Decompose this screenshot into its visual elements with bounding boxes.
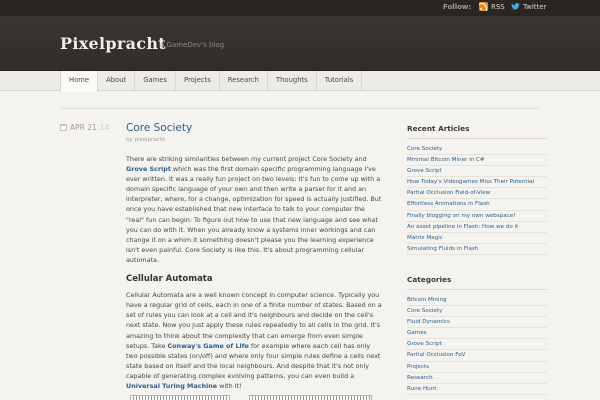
- twitter-link[interactable]: [511, 2, 546, 11]
- site-header: [0, 16, 600, 71]
- rss-label: RSS: [491, 2, 505, 11]
- top-bar: [0, 0, 600, 16]
- category-link[interactable]: Games: [407, 328, 547, 339]
- nav-item-research[interactable]: Research: [220, 71, 268, 91]
- post-date: [60, 123, 109, 132]
- post-paragraph: There are striking similarities between my current project Core Society and Grove Script which was the first domain specific programming language I've ever written. It was a really fun project on two levels: It's fun to come up with a domain specific language of your own and then write a parser for it and an interpreter, where, for a change, optimization for speed is actually justified. But once you have established that new interface to talk to your computer the "real" fun can begin: To figure out how to use that new language and see what you can do with it. When you already know a systems inner workings and can change it on a whim it something doesn't please you the learning experience isn't even painful. Core Society is like this. It's about programming cellular automata.: [126, 155, 382, 264]
- nav-item-games[interactable]: Games: [135, 71, 176, 91]
- category-link[interactable]: Rune Hunt: [407, 384, 547, 395]
- post-body: [126, 154, 382, 391]
- categories-heading: Categories: [407, 275, 547, 290]
- post-paragraph: Cellular Automata are a well known concept in computer science. Typically you have a regular grid of cells, each in one of a finite number of states. Based on a set of rules you can look at a cell and it's neighbours and decide on the cell's next state. Now you just apply these rules repeatedly to all cells in the grid. It's amazing to think about the complexity that can emerge from even simple setups. Take Conway's Game of Life for example where each cell has only two possible states (on/off) and where only four simple rules define a cells next state based on itself and the local neighbours. And despite that it's not only capable of generating complex evolving patterns, you can even build a Universal Turing Machine with it!: [126, 291, 382, 390]
- recent-article-link[interactable]: Partial Occlusion Field-of-View: [407, 188, 547, 199]
- content-divider: [60, 108, 540, 109]
- category-link[interactable]: Projects: [407, 362, 547, 373]
- recent-articles-widget: [407, 124, 547, 255]
- site-title[interactable]: Pixelpracht: [60, 34, 166, 53]
- recent-article-link[interactable]: Matrix Magic: [407, 233, 547, 244]
- post-date-year: 14: [99, 123, 110, 132]
- nav-item-about[interactable]: About: [98, 71, 135, 91]
- category-link[interactable]: Partial Occlusion FoV: [407, 350, 547, 361]
- universal-turing-machine-link[interactable]: Universal Turing Machine: [126, 381, 218, 390]
- twitter-label: Twitter: [523, 2, 547, 11]
- main-nav: [0, 71, 600, 91]
- nav-item-projects[interactable]: Projects: [176, 71, 220, 91]
- grove-script-link[interactable]: Grove Script: [126, 165, 171, 174]
- categories-widget: [407, 275, 547, 395]
- nav-item-thoughts[interactable]: Thoughts: [268, 71, 317, 91]
- recent-article-link[interactable]: Minimal Bitcoin Miner in C#: [407, 155, 547, 166]
- recent-article-link[interactable]: Finally blogging on my own webspace!: [407, 211, 547, 222]
- recent-article-link[interactable]: An asset pipeline in Flash: How we do it: [407, 222, 547, 233]
- nav-item-home[interactable]: Home: [60, 71, 98, 92]
- rss-link[interactable]: [479, 2, 505, 11]
- nav-item-tutorials[interactable]: Tutorials: [317, 71, 363, 91]
- recent-article-link[interactable]: Grove Script: [407, 166, 547, 177]
- figure-image: [249, 395, 372, 400]
- category-link[interactable]: Grove Script: [407, 339, 547, 350]
- category-link[interactable]: Core Society: [407, 306, 547, 317]
- rss-icon: [479, 2, 488, 11]
- follow-label: Follow:: [443, 3, 472, 11]
- section-heading-cellular-automata: Cellular Automata: [126, 274, 213, 285]
- figure-image: [130, 395, 230, 400]
- twitter-bird-icon: [511, 2, 520, 11]
- category-link[interactable]: Fluid Dynamics: [407, 317, 547, 328]
- post-byline: by pixelpracht: [126, 137, 166, 143]
- category-link[interactable]: Research: [407, 373, 547, 384]
- game-of-life-link[interactable]: Conway's Game of Life: [167, 341, 249, 350]
- site-tagline: a GameDev's blog: [160, 41, 225, 49]
- calendar-icon: [60, 124, 67, 131]
- recent-articles-heading: Recent Articles: [407, 124, 547, 139]
- recent-article-link[interactable]: Effortless Animations in Flash: [407, 199, 547, 210]
- recent-article-link[interactable]: How Today's Videogames Miss Their Potential: [407, 177, 547, 188]
- post-title[interactable]: Core Society: [126, 122, 193, 134]
- recent-article-link[interactable]: Simulating Fluids in Flash: [407, 244, 547, 255]
- category-link[interactable]: Bitcoin Mining: [407, 295, 547, 306]
- post-date-month: APR 21: [70, 123, 97, 132]
- recent-article-link[interactable]: Core Society: [407, 144, 547, 155]
